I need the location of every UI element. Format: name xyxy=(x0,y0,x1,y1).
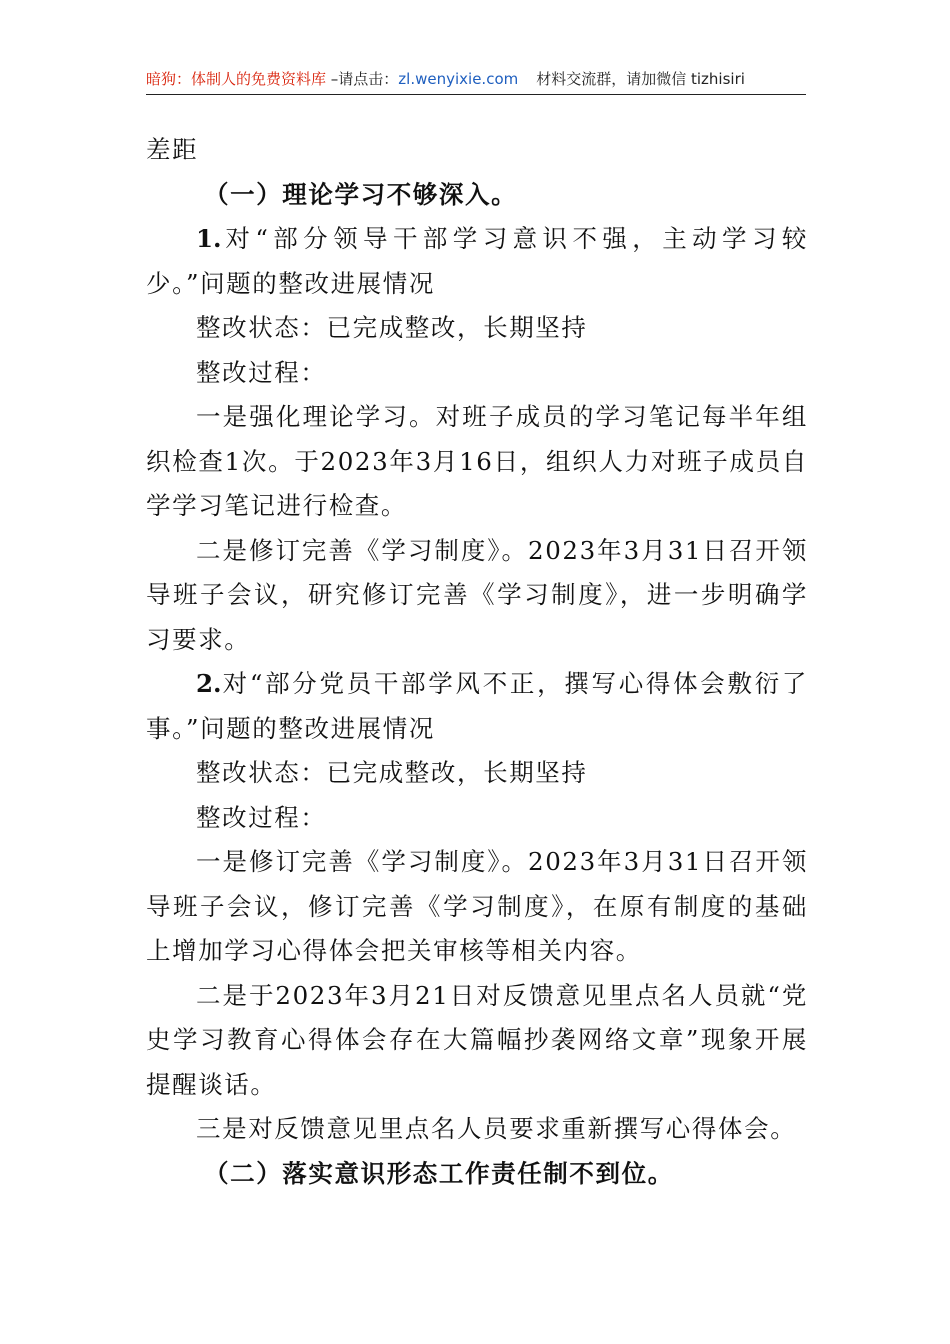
item-1-title xyxy=(146,217,808,306)
page-header xyxy=(146,68,806,95)
section-heading-1: （一）理论学习不够深入。 xyxy=(204,179,518,209)
item-1-status: 整改状态：已完成整改，长期坚持 xyxy=(196,313,588,342)
item-2-text: 对“部分党员干部学风不正，撰写心得体会敷衍了事。”问题的整改进展情况 xyxy=(146,669,808,743)
header-click-prompt: –请点击： xyxy=(326,70,399,88)
section-heading-2: （二）落实意识形态工作责任制不到位。 xyxy=(204,1158,674,1188)
item-1-paragraph-1: 一是强化理论学习。对班子成员的学习笔记每半年组织检查1次。于2023年3月16日，组织人力对班子成员自学学习笔记进行检查。 xyxy=(146,402,808,520)
item-2-number: 2. xyxy=(196,669,222,698)
item-2-title xyxy=(146,662,808,751)
item-2-status: 整改状态：已完成整改，长期坚持 xyxy=(196,758,588,787)
item-2-paragraph-1: 一是修订完善《学习制度》。2023年3月31日召开领导班子会议，修订完善《学习制度》，在原有制度的基础上增加学习心得体会把关审核等相关内容。 xyxy=(146,847,808,965)
document-body xyxy=(146,128,808,1196)
header-wechat-note: 材料交流群，请加微信 tizhisiri xyxy=(536,70,745,88)
item-1-text: 对“部分领导干部学习意识不强，主动学习较少。”问题的整改进展情况 xyxy=(146,224,808,298)
item-2-paragraph-3: 三是对反馈意见里点名人员要求重新撰写心得体会。 xyxy=(196,1114,797,1143)
header-site-name: 暗狗：体制人的免费资料库 xyxy=(146,70,327,88)
header-url-link[interactable]: zl.wenyixie.com xyxy=(398,70,519,88)
item-1-process-label: 整改过程： xyxy=(196,357,327,387)
item-2-process-label: 整改过程： xyxy=(196,802,327,832)
item-1-number: 1. xyxy=(196,224,222,253)
item-2-paragraph-2: 二是于2023年3月21日对反馈意见里点名人员就“党史学习教育心得体会存在大篇幅抄袭网络文章”现象开展提醒谈话。 xyxy=(146,980,808,1099)
paragraph-gap: 差距 xyxy=(146,135,199,164)
item-1-paragraph-2: 二是修订完善《学习制度》。2023年3月31日召开领导班子会议，研究修订完善《学习制度》，进一步明确学习要求。 xyxy=(146,535,808,654)
